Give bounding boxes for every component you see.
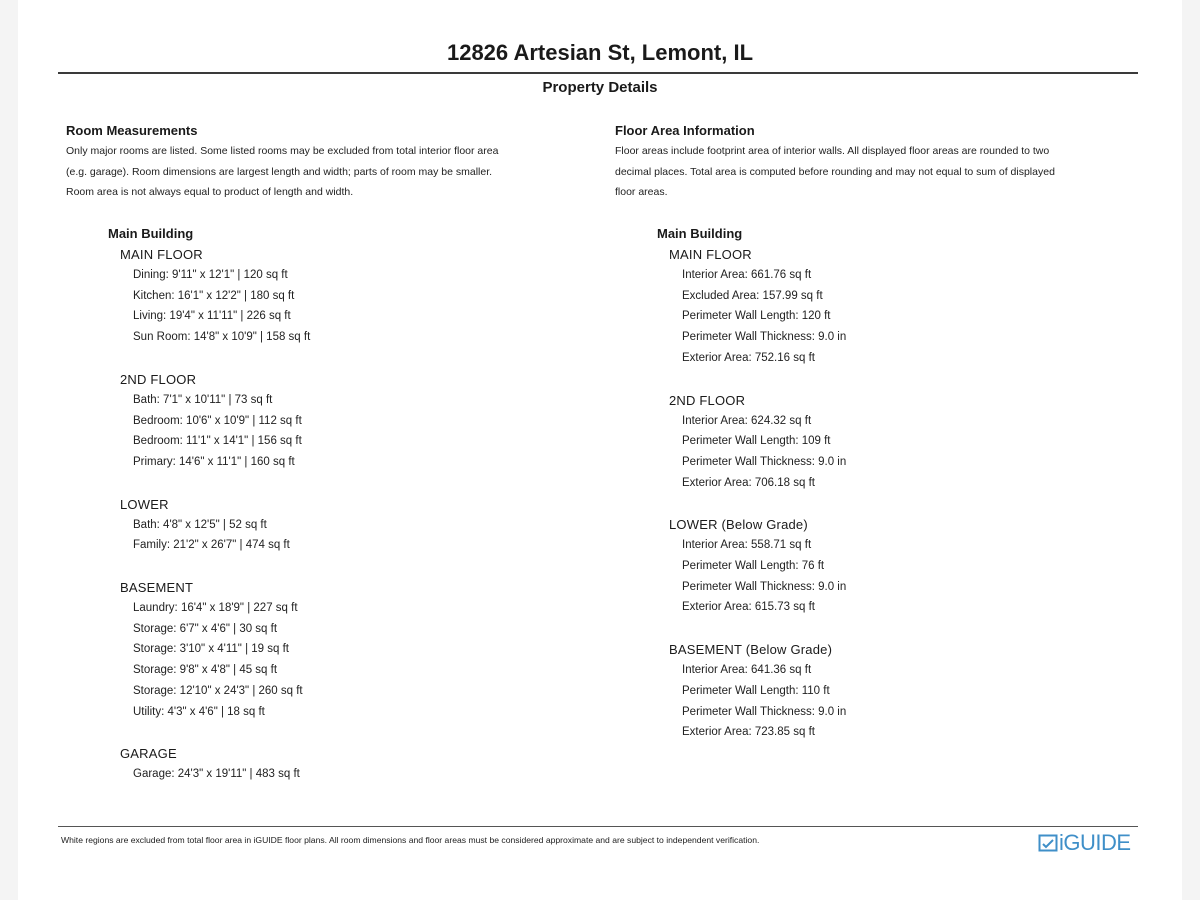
floor-group [669, 244, 846, 369]
room-measurements-description [66, 141, 591, 203]
floor-name: LOWER (Below Grade) [669, 517, 808, 533]
floor-name: MAIN FLOOR [120, 247, 203, 262]
iguide-logo-text: iGUIDE [1059, 830, 1131, 855]
floor-name: 2ND FLOOR [669, 392, 746, 408]
list-item: Interior Area: 558.71 sq ft [682, 539, 812, 552]
description-line: Floor areas include footprint area of interior walls. All displayed floor areas are rounded to two [615, 145, 1050, 157]
list-item: Bedroom: 11'1" x 14'1" | 156 sq ft [133, 435, 302, 448]
document-page [18, 0, 1182, 900]
list-item: Perimeter Wall Thickness: 9.0 in [682, 705, 847, 718]
page-subtitle: Property Details [542, 79, 658, 96]
list-item: Living: 19'4" x 11'11" | 226 sq ft [133, 310, 291, 323]
floor-name: LOWER [120, 496, 169, 512]
room-list [108, 224, 310, 785]
title-divider [58, 72, 1138, 74]
list-item: Primary: 14'6" x 11'1" | 160 sq ft [133, 455, 295, 468]
list-item: Exterior Area: 752.16 sq ft [682, 351, 815, 364]
description-line: (e.g. garage). Room dimensions are largest length and width; parts of room may be smaller. [66, 165, 493, 178]
floor-area-section [615, 122, 1145, 739]
floor-name: BASEMENT [120, 580, 194, 596]
list-item: Sun Room: 14'8" x 10'9" | 158 sq ft [133, 331, 311, 344]
list-item: Perimeter Wall Length: 109 ft [682, 435, 831, 448]
description-line: decimal places. Total area is computed before rounding and may not equal to sum of displayed [615, 165, 1055, 178]
list-item: Bath: 7'1" x 10'11" | 73 sq ft [133, 393, 273, 406]
floor-area-heading: Floor Area Information [615, 123, 755, 138]
list-item: Interior Area: 641.36 sq ft [682, 664, 812, 677]
floor-group [120, 369, 310, 473]
floor-area-list [657, 224, 846, 743]
floor-group [669, 514, 846, 618]
floor-group [120, 743, 310, 785]
list-item: Perimeter Wall Length: 76 ft [682, 560, 825, 573]
building-name: Main Building [108, 226, 194, 241]
list-item: Garage: 24'3" x 19'11" | 483 sq ft [133, 768, 300, 781]
description-line: floor areas. [615, 186, 668, 198]
list-item: Laundry: 16'4" x 18'9" | 227 sq ft [133, 602, 298, 615]
page-title: 12826 Artesian St, Lemont, IL [446, 40, 754, 65]
list-item: Utility: 4'3" x 4'6" | 18 sq ft [133, 705, 265, 718]
iguide-logo [1038, 830, 1131, 856]
list-item: Excluded Area: 157.99 sq ft [682, 289, 823, 302]
list-item: Family: 21'2" x 26'7" | 474 sq ft [133, 539, 290, 552]
floor-group [120, 494, 310, 556]
floor-group [669, 639, 846, 743]
room-measurements-heading: Room Measurements [66, 123, 198, 138]
floor-area-description [615, 141, 1145, 203]
footer-note: White regions are excluded from total floor area in iGUIDE floor plans. All room dimensions and floor areas must be considered approximate and are subject to independent verification. [61, 835, 760, 845]
footer-divider [58, 826, 1138, 827]
building-name: Main Building [657, 226, 743, 241]
list-item: Perimeter Wall Length: 120 ft [682, 310, 831, 323]
list-item: Kitchen: 16'1" x 12'2" | 180 sq ft [133, 289, 295, 302]
floor-group [120, 244, 310, 348]
floor-group [120, 577, 310, 722]
list-item: Exterior Area: 723.85 sq ft [682, 726, 815, 739]
list-item: Storage: 3'10" x 4'11" | 19 sq ft [133, 643, 289, 656]
room-measurements-section [66, 122, 591, 781]
list-item: Bath: 4'8" x 12'5" | 52 sq ft [133, 518, 267, 531]
floor-name: MAIN FLOOR [669, 247, 752, 262]
floor-group [669, 390, 846, 494]
list-item: Exterior Area: 615.73 sq ft [682, 601, 815, 614]
list-item: Storage: 9'8" x 4'8" | 45 sq ft [133, 664, 278, 677]
description-line: Only major rooms are listed. Some listed rooms may be excluded from total interior floor area [66, 145, 499, 157]
list-item: Bedroom: 10'6" x 10'9" | 112 sq ft [133, 414, 302, 427]
list-item: Interior Area: 661.76 sq ft [682, 269, 812, 281]
list-item: Exterior Area: 706.18 sq ft [682, 476, 815, 489]
floor-name: BASEMENT (Below Grade) [669, 642, 833, 658]
list-item: Storage: 12'10" x 24'3" | 260 sq ft [133, 684, 303, 697]
list-item: Perimeter Wall Thickness: 9.0 in [682, 331, 847, 344]
description-line: Room area is not always equal to product of length and width. [66, 186, 354, 198]
list-item: Perimeter Wall Thickness: 9.0 in [682, 455, 847, 468]
list-item: Perimeter Wall Length: 110 ft [682, 684, 830, 697]
floor-name: GARAGE [120, 746, 177, 762]
list-item: Interior Area: 624.32 sq ft [682, 414, 812, 427]
iguide-logo-icon [1038, 833, 1058, 853]
list-item: Perimeter Wall Thickness: 9.0 in [682, 580, 847, 593]
list-item: Storage: 6'7" x 4'6" | 30 sq ft [133, 622, 278, 635]
list-item: Dining: 9'11" x 12'1" | 120 sq ft [133, 269, 288, 281]
floor-name: 2ND FLOOR [120, 371, 197, 387]
